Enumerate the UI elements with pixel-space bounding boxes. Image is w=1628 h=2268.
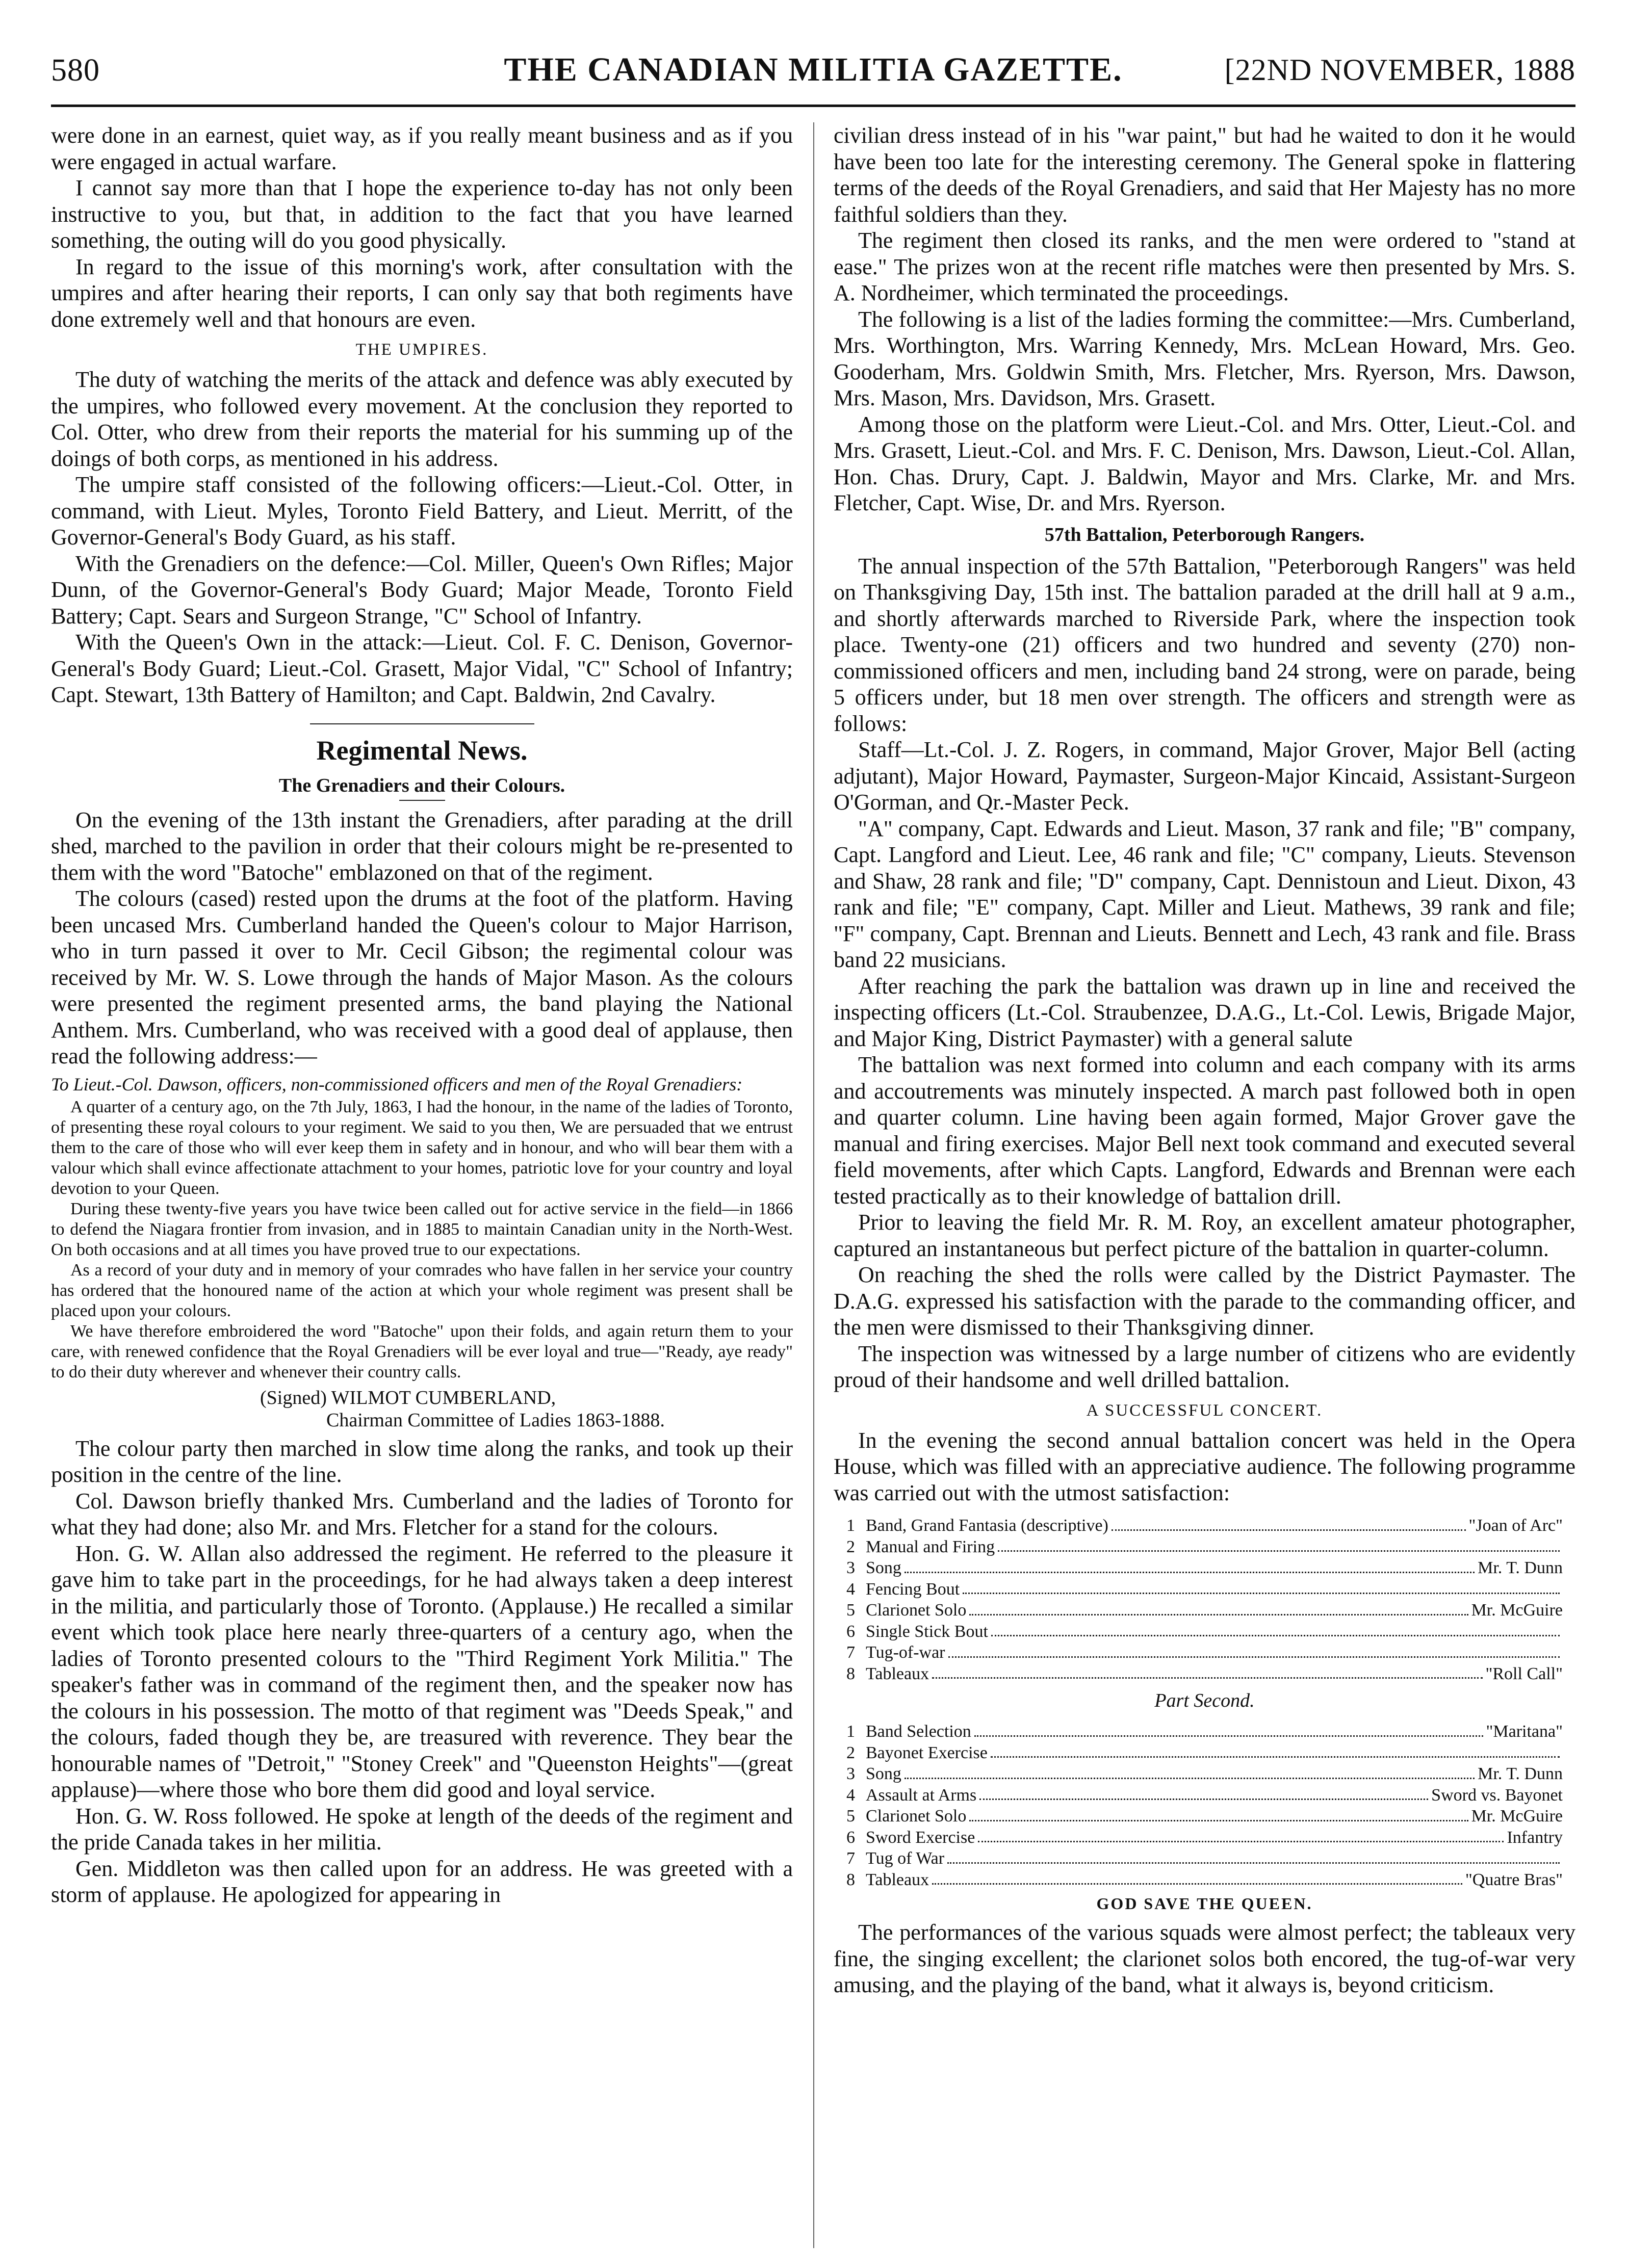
programme-item: 7 Tug-of-war (846, 1642, 1563, 1663)
address-paragraph: As a record of your duty and in memory of your comrades who have fallen in her service your country has ordered that the honoured name of the action at which your whole regiment was present shall be placed upon your colours. (51, 1260, 793, 1320)
paragraph: Hon. G. W. Ross followed. He spoke at length of the deeds of the regiment and the pride Canada takes in her militia. (51, 1803, 793, 1855)
umpires-heading: THE UMPIRES. (355, 341, 488, 359)
paragraph: Among those on the platform were Lieut.-Col. and Mrs. Otter, Lieut.-Col. and Mrs. Grasett, Lieut.-Col. and Mrs. F. C. Denison, Mrs. Dawson, Lieut.-Col. Allan, Hon. Chas. Drury, Capt. J. Baldwin, Mayor and Mrs. Clarke, Mr. and Mrs. Fletcher, Capt. Wise, Dr. and Mrs. Ryerson. (834, 411, 1575, 515)
paragraph: The colours (cased) rested upon the drums at the foot of the platform. Having been uncased Mrs. Cumberland handed the Queen's colour to Major Harrison, who in turn passed it over to Mr. Cecil Gibson; the regimental colour was received by Mr. W. S. Lowe through the hands of Major Mason. As the colours were presented the regiment presented arms, the band playing the National Anthem. Mrs. Cumberland, who was received with a good deal of applause, then read the following address:— (51, 886, 793, 1068)
programme-item: 5 Clarionet Solo Mr. McGuire (846, 1601, 1563, 1620)
paragraph: The inspection was witnessed by a large number of citizens who are evidently proud of their handsome and well drilled battalion. (834, 1341, 1575, 1392)
paragraph: The umpire staff consisted of the following officers:—Lieut.-Col. Otter, in command, with Lieut. Myles, Toronto Field Battery, and Lieut. Merritt, of the Governor-General's Body Guard, as his staff. (51, 472, 793, 550)
programme-item: 1 Band, Grand Fantasia (descriptive) "Joan of Arc" (846, 1516, 1563, 1535)
closing-anthem: GOD SAVE THE QUEEN. (1096, 1894, 1313, 1913)
article-heading: The Grenadiers and their Colours. (278, 774, 565, 796)
paragraph: The duty of watching the merits of the attack and defence was ably executed by the umpires, who followed every movement. At the conclusion they reported to Col. Otter, who drew from their reports the material for his summing up of the doings of both corps, as mentioned in his address. (51, 367, 793, 471)
programme-item: 4 Assault at Arms Sword vs. Bayonet (846, 1785, 1563, 1805)
paragraph: Gen. Middleton was then called upon for an address. He was greeted with a storm of applause. He apologized for appearing in (51, 1856, 793, 1907)
right-column (834, 122, 1575, 2248)
paragraph: With the Grenadiers on the defence:—Col. Miller, Queen's Own Rifles; Major Dunn, of the Governor-General's Body Guard; Major Meade, Toronto Field Battery; Capt. Sears and Surgeon Strange, "C" School of Infantry. (51, 551, 793, 629)
paragraph: The annual inspection of the 57th Battalion, "Peterborough Rangers" was held on Thanksgiving Day, 15th inst. The battalion paraded at the drill hall at 9 a.m., and shortly afterwards marched to Riverside Park, where the inspection took place. Twenty-one (21) officers and two hundred and seventy (270) non-commissioned officers and men, including band 24 strong, were on parade, being 5 officers under, but 18 men over strength. The officers and strength were as follows: (834, 553, 1575, 736)
paragraph: "A" company, Capt. Edwards and Lieut. Mason, 37 rank and file; "B" company, Capt. Langford and Lieut. Lee, 46 rank and file; "C" company, Lieuts. Stevenson and Shaw, 28 rank and file; "D" company, Capt. Dennistoun and Lieut. Dixon, 43 rank and file; "E" company, Capt. Miller and Lieut. Mathews, 39 rank and file; "F" company, Capt. Brennan and Lieuts. Bennett and Lech, 43 rank and file. Brass band 22 musicians. (834, 816, 1575, 972)
programme-item: 1 Band Selection "Maritana" (846, 1722, 1563, 1741)
paragraph: The following is a list of the ladies forming the committee:—Mrs. Cumberland, Mrs. Worthington, Mrs. Warring Kennedy, Mrs. McLean Howard, Mrs. Geo. Gooderham, Mrs. Goldwin Smith, Mrs. Fletcher, Mrs. Ryerson, Mrs. Dawson, Mrs. Mason, Mrs. Davidson, Mrs. Grasett. (834, 306, 1575, 410)
paragraph: In regard to the issue of this morning's work, after consultation with the umpires and after hearing their reports, I can only say that both regiments have done extremely well and that honours are even. (51, 254, 793, 332)
concert-heading: A SUCCESSFUL CONCERT. (1086, 1401, 1323, 1420)
paragraph: With the Queen's Own in the attack:—Lieut. Col. F. C. Denison, Governor-General's Body Guard; Lieut.-Col. Grasett, Major Vidal, "C" School of Infantry; Capt. Stewart, 13th Battery of Hamilton; and Capt. Baldwin, 2nd Cavalry. (51, 630, 793, 707)
programme-item: 8 Tableaux "Quatre Bras" (846, 1870, 1563, 1889)
paragraph: The colour party then marched in slow time along the ranks, and took up their position in the centre of the line. (51, 1436, 793, 1487)
page-number: 580 (51, 53, 100, 88)
address-dedication: To Lieut.-Col. Dawson, officers, non-commissioned officers and men of the Royal Grenadiers: (51, 1074, 743, 1094)
programme-item: 5 Clarionet Solo Mr. McGuire (846, 1807, 1563, 1826)
issue-date: [22ND NOVEMBER, 1888 (1224, 53, 1575, 87)
paragraph: After reaching the park the battalion was drawn up in line and received the inspecting officers (Lt.-Col. Straubenzee, D.A.G., Lt.-Col. Lewis, Brigade Major, and Major King, District Paymaster) with a general salute (834, 973, 1575, 1051)
signature-title: Chairman Committee of Ladies 1863-1888. (326, 1409, 665, 1431)
left-column (51, 122, 793, 2248)
paragraph: Staff—Lt.-Col. J. Z. Rogers, in command, Major Grover, Major Bell (acting adjutant), Major Howard, Paymaster, Surgeon-Major Kincaid, Assistant-Surgeon O'Gorman, and Qr.-Master Peck. (834, 737, 1575, 815)
programme-item: 3 Song Mr. T. Dunn (846, 1558, 1563, 1577)
paragraph: The battalion was next formed into column and each company with its arms and accoutrements was minutely inspected. A march past followed both in open and quarter column. Line having been again formed, Major Grover gave the manual and firing exercises. Major Bell next took command and executed several field movements, after which Capts. Langford, Edwards and Brennan were each tested practically as to their knowledge of battalion drill. (834, 1052, 1575, 1209)
section-title: Regimental News. (316, 735, 528, 766)
programme-item: 8 Tableaux "Roll Call" (846, 1664, 1563, 1683)
paragraph: Prior to leaving the field Mr. R. M. Roy, an excellent amateur photographer, captured an instantaneous but perfect picture of the battalion in quarter-column. (834, 1210, 1575, 1261)
paragraph: Hon. G. W. Allan also addressed the regiment. He referred to the pleasure it gave him to take part in the proceedings, for he had always taken a deep interest in the militia, and particularly those of Toronto. (Applause.) He recalled a similar event which took place here nearly three-quarters of a century ago, when the ladies of Toronto presented colours to the "Third Regiment York Militia." The speaker's father was in command of the regiment then, and the speaker now has the colours in his possession. The motto of that regiment was "Deeds Speak," and the colours, faded though they be, are treasured with reverence. They bear the honourable names of "Detroit," "Stoney Creek" and "Queenston Heights"—(great applause)—where those who bore them did good and loyal service. (51, 1541, 793, 1802)
programme-item: 7 Tug of War (846, 1848, 1563, 1869)
paragraph: Col. Dawson briefly thanked Mrs. Cumberland and the ladies of Toronto for what they had done; also Mr. and Mrs. Fletcher for a stand for the colours. (51, 1488, 793, 1540)
paragraph: The performances of the various squads were almost perfect; the tableaux very fine, the singing excellent; the clarionet solos both encored, the tug-of-war very amusing, and the playing of the band, what it always is, beyond criticism. (834, 1920, 1575, 1997)
column-rule (813, 122, 814, 2248)
programme-item: 2 Manual and Firing (846, 1536, 1563, 1558)
paragraph: On the evening of the 13th instant the Grenadiers, after parading at the drill shed, marched to the pavilion in order that their colours might be re-presented to them with the word "Batoche" emblazoned on that of the regiment. (51, 807, 793, 885)
article-columns (51, 122, 1575, 2248)
signature-line: (Signed) WILMOT CUMBERLAND, (260, 1387, 556, 1409)
programme-item: 4 Fencing Bout (846, 1579, 1563, 1600)
programme-item: 3 Song Mr. T. Dunn (846, 1764, 1563, 1783)
paragraph: On reaching the shed the rolls were called by the District Paymaster. The D.A.G. expressed his satisfaction with the parade to the commanding officer, and the men were dismissed to their Thanksgiving dinner. (834, 1262, 1575, 1340)
paragraph: The regiment then closed its ranks, and the men were ordered to "stand at ease." The prizes won at the recent rifle matches were then presented by Mrs. S. A. Nordheimer, which terminated the proceedings. (834, 228, 1575, 305)
article-heading: 57th Battalion, Peterborough Rangers. (1044, 524, 1365, 545)
programme-item: 6 Sword Exercise Infantry (846, 1828, 1563, 1847)
address-paragraph: We have therefore embroidered the word "Batoche" upon their folds, and again return them to your care, with renewed confidence that the Royal Grenadiers will be ever loyal and true—"Ready, aye ready" to do their duty wherever and whenever their country calls. (51, 1321, 793, 1381)
programme-part-one (834, 1515, 1575, 1684)
programme-part-heading: Part Second. (1154, 1690, 1255, 1711)
heading-divider (399, 800, 445, 801)
address-paragraph: During these twenty-five years you have twice been called out for active service in the field—in 1866 to defend the Niagara frontier from invasion, and in 1885 to maintain Canadian unity in the North-West. On both occasions and at all times you have proved true to our expectations. (51, 1199, 793, 1259)
section-divider (310, 723, 534, 724)
masthead-title: THE CANADIAN MILITIA GAZETTE. (504, 51, 1123, 88)
page-header (51, 48, 1575, 107)
programme-item: 2 Bayonet Exercise (846, 1742, 1563, 1764)
programme-part-two (834, 1721, 1575, 1890)
paragraph: I cannot say more than that I hope the experience to-day has not only been instructive to you, but that, in addition to the fact that you have learned something, the outing will do you good physically. (51, 175, 793, 253)
paragraph: civilian dress instead of in his "war paint," but had he waited to don it he would have been too late for the interesting ceremony. The General spoke in flattering terms of the deeds of the Royal Grenadiers, and said that Her Majesty has no more faithful soldiers than they. (834, 123, 1575, 227)
address-signature (51, 1387, 793, 1431)
paragraph: were done in an earnest, quiet way, as if you really meant business and as if you were engaged in actual warfare. (51, 123, 793, 174)
newspaper-page (51, 48, 1575, 2251)
paragraph: In the evening the second annual battalion concert was held in the Opera House, which was filled with an appreciative audience. The following programme was carried out with the utmost satisfaction: (834, 1427, 1575, 1505)
programme-item: 6 Single Stick Bout (846, 1621, 1563, 1643)
address-paragraph: A quarter of a century ago, on the 7th July, 1863, I had the honour, in the name of the ladies of Toronto, of presenting these royal colours to your regiment. We said to you then, We are persuaded that we entrust them to the care of those who will ever keep them in safety and in honour, and who will bear them with a valour which shall evince affectionate attachment to your homes, patriotic love for your country and loyal devotion to your Queen. (51, 1097, 793, 1198)
